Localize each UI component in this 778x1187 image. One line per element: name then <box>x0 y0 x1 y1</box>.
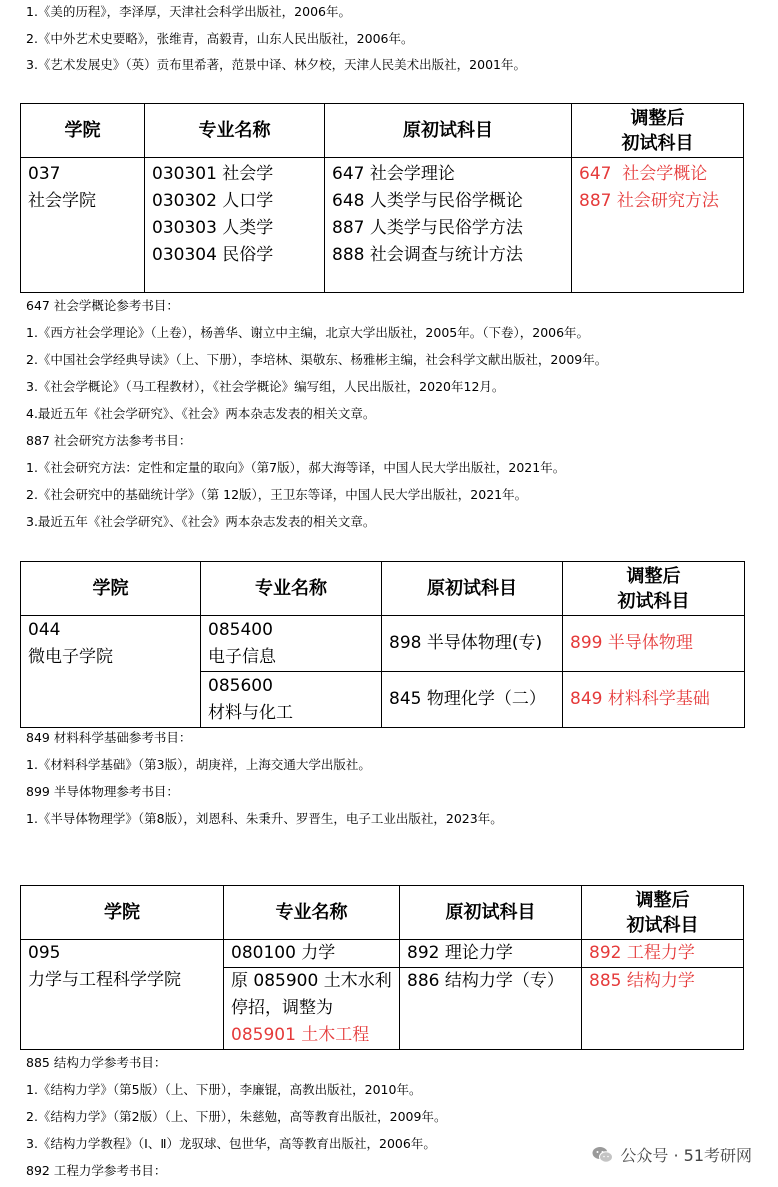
reference-line: 1.《半导体物理学》（第8版），刘恩科、朱秉升、罗晋生，电子工业出版社，2023年。 <box>26 811 503 826</box>
reference-line: 2.《社会研究中的基础统计学》（第 12版），王卫东等译，中国人民大学出版社，2021年。 <box>26 487 528 502</box>
reference-line: 1.《社会研究方法：定性和定量的取向》（第7版），郝大海等译，中国人民大学出版社，2021年。 <box>26 460 566 475</box>
header-adjusted-subject: 调整后 初试科目 <box>572 104 744 158</box>
reference-line: 2.《中国社会学经典导读》（上、下册），李培林、渠敬东、杨雅彬主编，社会科学文献出版社，2009年。 <box>26 352 608 367</box>
original-subject-cell: 886 结构力学（专） <box>400 968 582 1050</box>
header-major: 专业名称 <box>201 562 382 616</box>
header-adjusted-subject: 调整后 初试科目 <box>582 886 744 940</box>
reference-line: 2.《中外艺术史要略》，张维青，高毅青，山东人民出版社，2006年。 <box>26 31 414 46</box>
header-college: 学院 <box>21 886 224 940</box>
adjusted-subject-cell: 647 社会学概论 887 社会研究方法 <box>572 158 744 293</box>
reference-line: 2.《结构力学》（第2版）（上、下册），朱慈勉，高等教育出版社，2009年。 <box>26 1109 447 1124</box>
adjusted-subject-cell: 849 材料科学基础 <box>563 672 745 728</box>
reference-heading: 899 半导体物理参考书目： <box>26 784 179 799</box>
header-college: 学院 <box>21 104 145 158</box>
original-subject-cell: 647 社会学理论 648 人类学与民俗学概论 887 人类学与民俗学方法 888 社会调查与统计方法 <box>325 158 572 293</box>
reference-line: 1.《美的历程》，李泽厚，天津社会科学出版社，2006年。 <box>26 4 351 19</box>
header-original-subject: 原初试科目 <box>382 562 563 616</box>
major-cell: 085400 电子信息 <box>201 616 382 672</box>
major-cell: 030301 社会学 030302 人口学 030303 人类学 030304 民俗学 <box>145 158 325 293</box>
reference-line: 3.《社会学概论》（马工程教材），《社会学概论》编写组，人民出版社，2020年12月。 <box>26 379 505 394</box>
header-original-subject: 原初试科目 <box>325 104 572 158</box>
header-original-subject: 原初试科目 <box>400 886 582 940</box>
wechat-icon <box>592 1146 614 1168</box>
college-cell: 044 微电子学院 <box>21 616 201 728</box>
original-subject-cell: 892 理论力学 <box>400 940 582 968</box>
college-cell: 037 社会学院 <box>21 158 145 293</box>
college-cell: 095 力学与工程科学学院 <box>21 940 224 1050</box>
reference-line: 4.最近五年《社会学研究》、《社会》两本杂志发表的相关文章。 <box>26 406 376 421</box>
watermark-footer <box>592 1143 752 1168</box>
original-subject-cell: 845 物理化学（二） <box>382 672 563 728</box>
reference-line: 3.《艺术发展史》（英）贡布里希著，范景中译、林夕校，天津人民美术出版社，2001年。 <box>26 57 526 72</box>
reference-line: 1.《材料科学基础》（第3版），胡庚祥，上海交通大学出版社。 <box>26 757 371 772</box>
major-cell: 085600 材料与化工 <box>201 672 382 728</box>
original-subject-cell: 898 半导体物理(专) <box>382 616 563 672</box>
adjustment-table-037 <box>20 103 744 293</box>
reference-heading: 885 结构力学参考书目： <box>26 1055 167 1070</box>
reference-line: 1.《结构力学》（第5版）（上、下册），李廉锟，高教出版社，2010年。 <box>26 1082 422 1097</box>
reference-heading: 887 社会研究方法参考书目： <box>26 433 192 448</box>
reference-heading: 647 社会学概论参考书目： <box>26 298 179 313</box>
reference-line: 3.最近五年《社会学研究》、《社会》两本杂志发表的相关文章。 <box>26 514 376 529</box>
major-cell: 原 085900 土木水利 停招，调整为 085901 土木工程 <box>224 968 400 1050</box>
header-major: 专业名称 <box>224 886 400 940</box>
adjustment-table-095 <box>20 885 744 1050</box>
watermark-text: 公众号 · 51考研网 <box>620 1146 752 1165</box>
new-major-highlight: 085901 土木工程 <box>231 1025 370 1045</box>
header-college: 学院 <box>21 562 201 616</box>
header-adjusted-subject: 调整后 初试科目 <box>563 562 745 616</box>
reference-heading: 849 材料科学基础参考书目： <box>26 730 192 745</box>
adjusted-subject-cell: 899 半导体物理 <box>563 616 745 672</box>
reference-line: 3.《结构力学教程》（Ⅰ、Ⅱ）龙驭球、包世华，高等教育出版社，2006年。 <box>26 1136 436 1151</box>
adjusted-subject-cell: 885 结构力学 <box>582 968 744 1050</box>
reference-line: 1.《西方社会学理论》（上卷），杨善华、谢立中主编，北京大学出版社，2005年。（下卷），2006年。 <box>26 325 590 340</box>
major-cell: 080100 力学 <box>224 940 400 968</box>
adjustment-table-044 <box>20 561 745 728</box>
reference-heading: 892 工程力学参考书目： <box>26 1163 167 1178</box>
header-major: 专业名称 <box>145 104 325 158</box>
adjusted-subject-cell: 892 工程力学 <box>582 940 744 968</box>
